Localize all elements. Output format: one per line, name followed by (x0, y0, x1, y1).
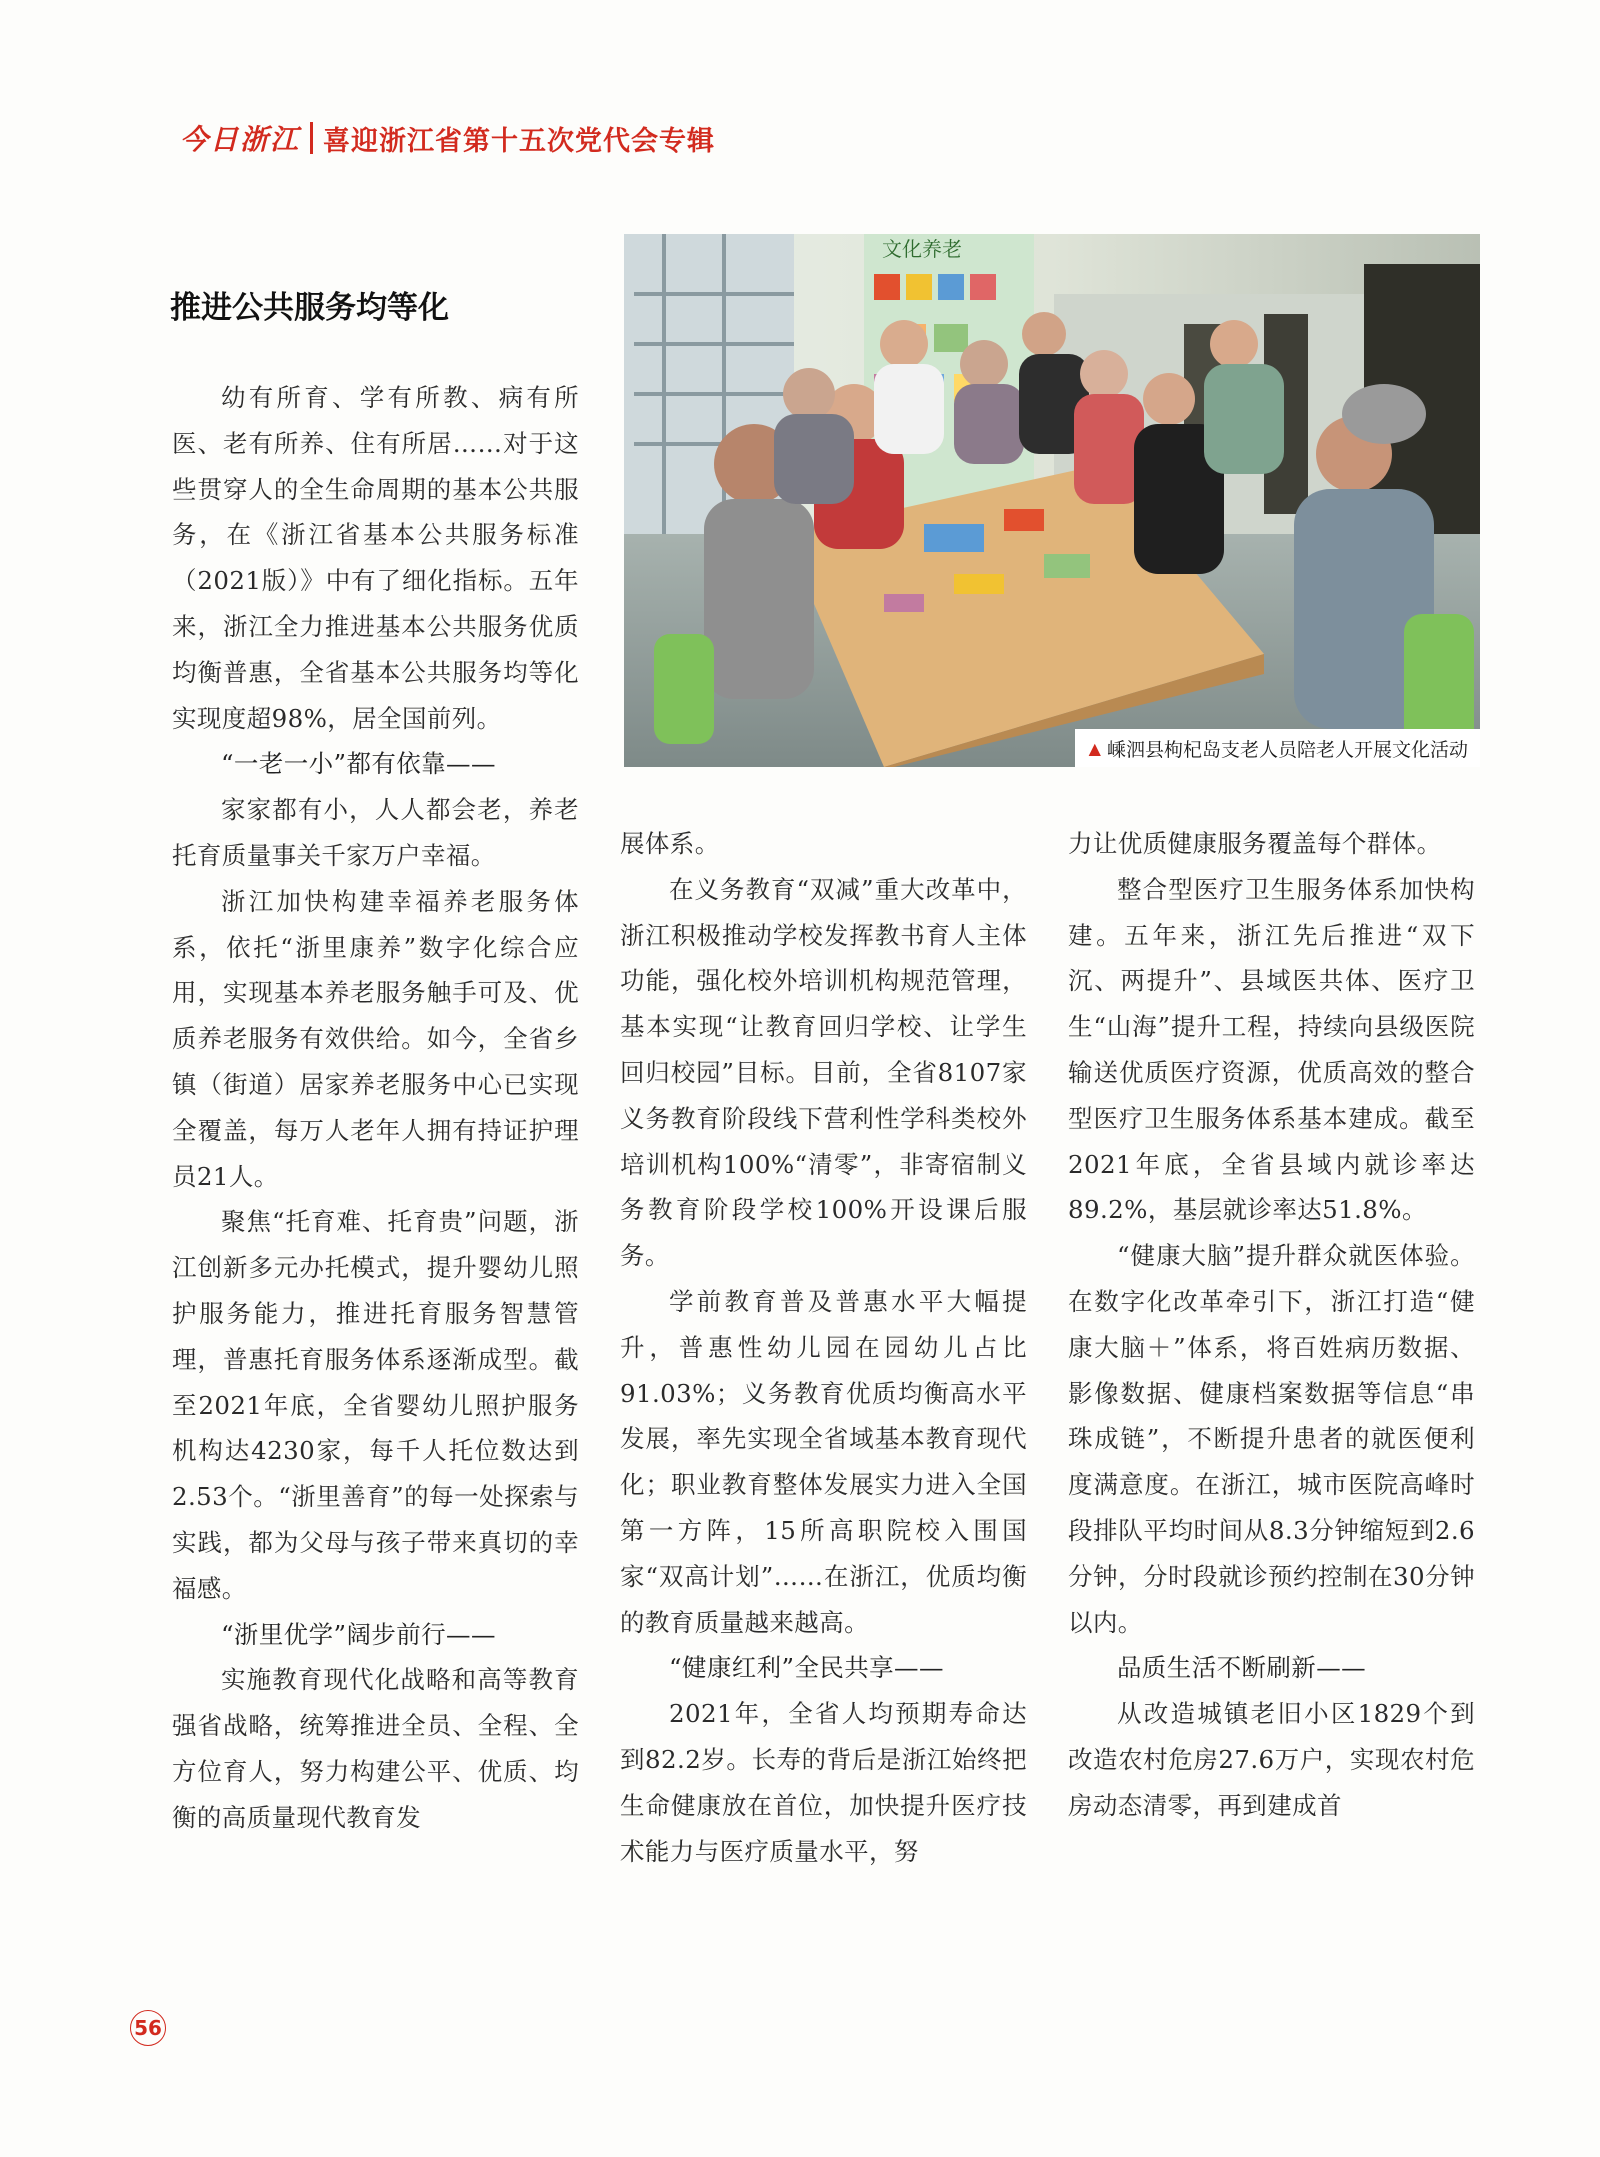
article-photo (624, 234, 1480, 767)
page-number: 56 (130, 2010, 166, 2046)
subheading: “一老一小”都有依靠—— (221, 749, 496, 779)
header-divider (310, 122, 313, 154)
paragraph-continued: 力让优质健康服务覆盖每个群体。 (1068, 829, 1442, 858)
text-column-2 (620, 821, 1027, 1874)
wall-sign: 文化养老 (882, 237, 962, 261)
photo-caption (1075, 729, 1480, 767)
paragraph: 浙江加快构建幸福养老服务体系，依托“浙里康养”数字化综合应用，实现基本养老服务触手可及、优质养老服务有效供给。如今，全省乡镇（街道）居家养老服务中心已实现全覆盖，每万人老年人拥有持证护理员21人。 (172, 886, 579, 1191)
paragraph: 在义务教育“双减”重大改革中，浙江积极推动学校发挥教书育人主体功能，强化校外培训机构规范管理，基本实现“让教育回归学校、让学生回归校园”目标。目前，全省8107家义务教育阶段线下营利性学科类校外培训机构100%“清零”，非寄宿制义务教育阶段学校100%开设课后服务。 (620, 874, 1027, 1271)
paragraph: 从改造城镇老旧小区1829个到改造农村危房27.6万户，实现农村危房动态清零，再到建成首 (1068, 1699, 1475, 1820)
special-issue-title: 喜迎浙江省第十五次党代会专辑 (323, 125, 716, 157)
magazine-logo: 今日浙江 (180, 123, 301, 156)
paragraph: 幼有所育、学有所教、病有所医、老有所养、住有所居……对于这些贯穿人的全生命周期的基本公共服务，在《浙江省基本公共服务标准（2021版）》中有了细化指标。五年来，浙江全力推进基本公共服务优质均衡普惠，全省基本公共服务均等化实现度超98%，居全国前列。 (172, 383, 579, 733)
paragraph: 学前教育普及普惠水平大幅提升，普惠性幼儿园在园幼儿占比91.03%；义务教育优质均衡高水平发展，率先实现全省域基本教育现代化；职业教育整体发展实力进入全国第一方阵，15所高职院校入围国家“双高计划”……在浙江，优质均衡的教育质量越来越高。 (620, 1286, 1027, 1637)
activity-photo-illustration (624, 234, 1480, 767)
paragraph: 整合型医疗卫生服务体系加快构建。五年来，浙江先后推进“双下沉、两提升”、县域医共体、医疗卫生“山海”提升工程，持续向县级医院输送优质医疗资源，优质高效的整合型医疗卫生服务体系基本建成。截至2021年底，全省县域内就诊率达89.2%，基层就诊率达51.8%。 (1068, 874, 1475, 1225)
text-column-1 (172, 375, 579, 1841)
paragraph-continued: 展体系。 (620, 829, 720, 858)
paragraph: 实施教育现代化战略和高等教育强省战略，统筹推进全员、全程、全方位育人，努力构建公平、优质、均衡的高质量现代教育发 (172, 1665, 579, 1832)
triangle-icon: ▲ (1088, 738, 1101, 758)
text-column-3 (1068, 821, 1475, 1829)
page-header (180, 118, 715, 158)
section-title: 推进公共服务均等化 (170, 290, 449, 326)
paragraph: 2021年，全省人均预期寿命达到82.2岁。长寿的背后是浙江始终把生命健康放在首位，加快提升医疗技术能力与医疗质量水平，努 (620, 1699, 1027, 1866)
subheading: “浙里优学”阔步前行—— (221, 1619, 496, 1649)
paragraph: “健康大脑”提升群众就医体验。在数字化改革牵引下，浙江打造“健康大脑＋”体系，将百姓病历数据、影像数据、健康档案数据等信息“串珠成链”，不断提升患者的就医便利度满意度。在浙江，城市医院高峰时段排队平均时间从8.3分钟缩短到2.6分钟，分时段就诊预约控制在30分钟以内。 (1068, 1241, 1475, 1637)
caption-text: 嵊泗县枸杞岛支老人员陪老人开展文化活动 (1106, 738, 1468, 761)
paragraph: 聚焦“托育难、托育贵”问题，浙江创新多元办托模式，提升婴幼儿照护服务能力，推进托育服务智慧管理，普惠托育服务体系逐渐成型。截至2021年底，全省婴幼儿照护服务机构达4230家，每千人托位数达到2.53个。“浙里善育”的每一处探索与实践，都为父母与孩子带来真切的幸福感。 (172, 1207, 579, 1603)
subheading: 品质生活不断刷新—— (1117, 1653, 1366, 1683)
paragraph: 家家都有小，人人都会老，养老托育质量事关千家万户幸福。 (172, 795, 579, 870)
subheading: “健康红利”全民共享—— (669, 1653, 944, 1683)
